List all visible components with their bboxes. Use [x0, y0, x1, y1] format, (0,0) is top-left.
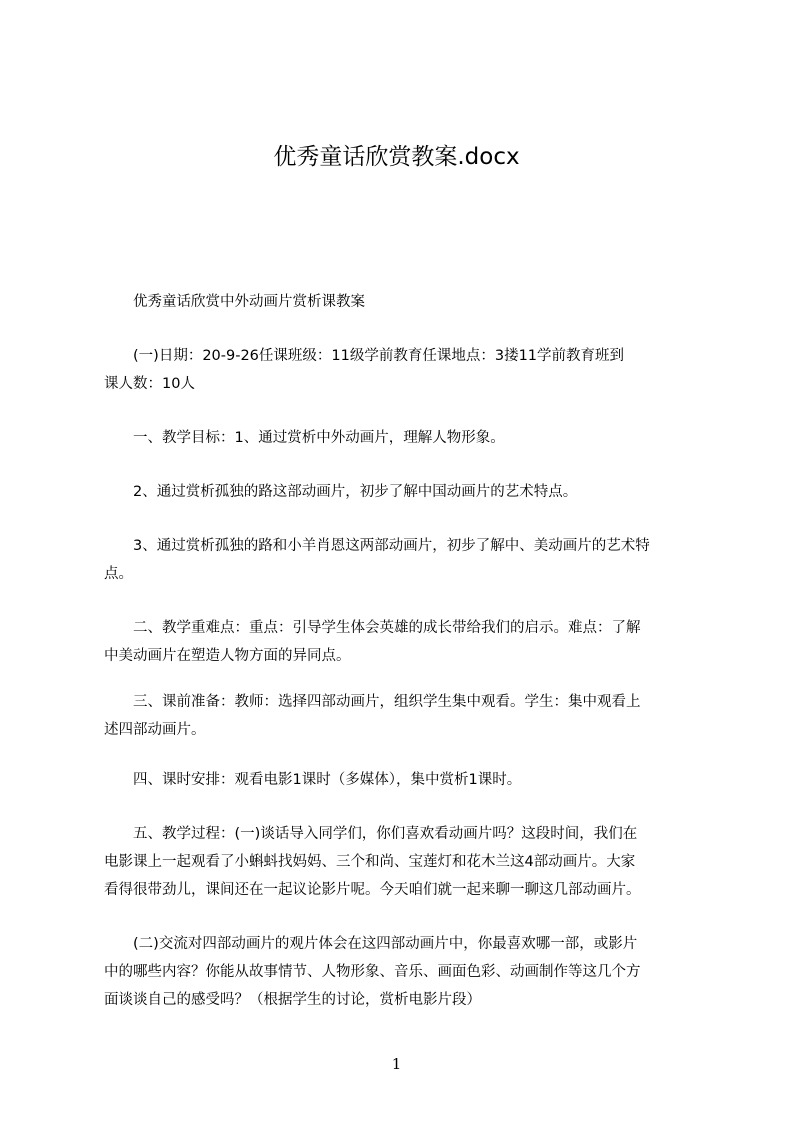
paragraph-line: (一)日期：20-9-26任课班级：11级学前教育任课地点：3搂11学前教育班到: [104, 348, 625, 364]
paragraph-line: 点。: [104, 566, 133, 582]
paragraph: [104, 688, 700, 744]
paragraph-line: 四、课时安排：观看电影1课时（多媒体），集中赏析1课时。: [104, 772, 522, 788]
paragraph-line: 三、课前准备：教师：选择四部动画片，组织学生集中观看。学生：集中观看上: [104, 694, 641, 710]
paragraph-line: 电影课上一起观看了小蝌蚪找妈妈、三个和尚、宝莲灯和花木兰这4部动画片。大家: [104, 854, 636, 870]
paragraph: [104, 288, 700, 316]
paragraph-line: 看得很带劲儿，课间还在一起议论影片呢。今天咱们就一起来聊一聊这几部动画片。: [104, 882, 641, 898]
paragraph-line: (二)交流对四部动画片的观片体会在这四部动画片中，你最喜欢哪一部，或影片: [104, 936, 638, 952]
paragraph-line: 中美动画片在塑造人物方面的异同点。: [104, 648, 351, 664]
paragraph-line: 中的哪些内容？你能从故事情节、人物形象、音乐、画面色彩、动画制作等这几个方: [104, 964, 641, 980]
paragraph-line: 述四部动画片。: [104, 722, 206, 738]
paragraph: [104, 342, 700, 398]
paragraph-line: 课人数：10人: [104, 376, 195, 392]
paragraph-line: 3、通过赏析孤独的路和小羊肖恩这两部动画片，初步了解中、美动画片的艺术特: [104, 538, 650, 554]
paragraph-line: 优秀童话欣赏中外动画片赏析课教案: [104, 294, 365, 310]
paragraph: [104, 614, 700, 670]
page-number: 1: [391, 1055, 402, 1073]
paragraph-line: 面谈谈自己的感受吗？（根据学生的讨论，赏析电影片段）: [104, 992, 481, 1008]
paragraph: [104, 424, 700, 452]
paragraph: [104, 478, 700, 506]
paragraph: [104, 532, 700, 588]
paragraph-line: 二、教学重难点：重点：引导学生体会英雄的成长带给我们的启示。难点：了解: [104, 620, 641, 636]
document-title: 优秀童话欣赏教案.docx: [273, 144, 520, 170]
paragraph: [104, 766, 700, 794]
paragraph-line: 一、教学目标：1、通过赏析中外动画片，理解人物形象。: [104, 430, 505, 446]
paragraph: [104, 930, 700, 1014]
paragraph: [104, 820, 700, 904]
paragraph-line: 五、教学过程：(一)谈话导入同学们，你们喜欢看动画片吗？这段时间，我们在: [104, 826, 638, 842]
paragraph-line: 2、通过赏析孤独的路这部动画片，初步了解中国动画片的艺术特点。: [104, 484, 578, 500]
